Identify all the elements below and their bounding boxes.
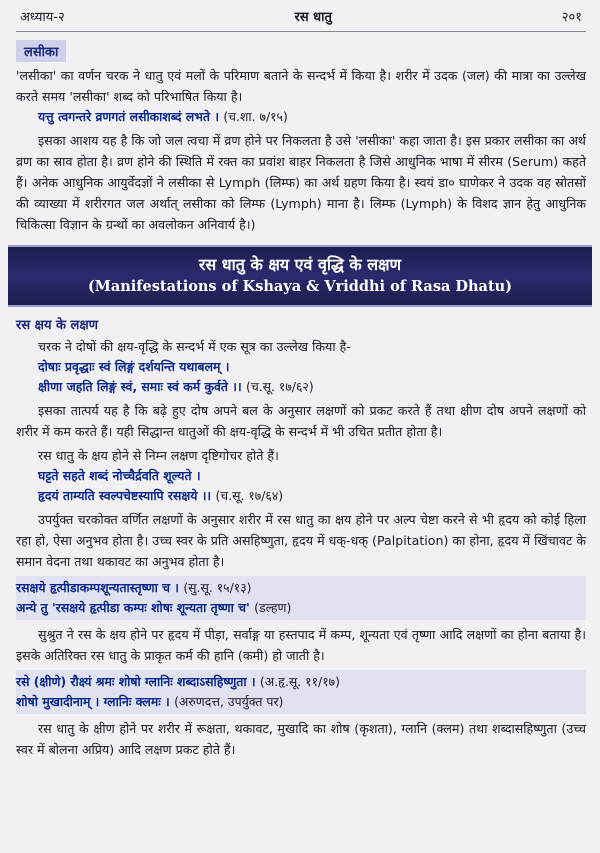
- verse-4: [16, 576, 586, 620]
- section-label-lasika: लसीका: [16, 40, 66, 62]
- running-head: [16, 0, 586, 32]
- paragraph-1: 'लसीका' का वर्णन चरक ने धातु एवं मलों के परिमाण बताने के सन्दर्भ में किया है। शरीर में उदक (जल) की मात्रा का उल्लेख करते समय 'लसीका' शब्द को परिभाषित किया है।: [16, 68, 586, 104]
- verse-2-ref: (च.सू. १७/६२): [246, 379, 314, 394]
- paragraph-6: उपर्युक्त चरकोक्त वर्णित लक्षणों के अनुसार शरीर में रस धातु का क्षय होने पर अल्प चेष्टा करने से भी हृदय को कोई हिला रहा हो, ऐसा अनुभव होता है। उच्च स्वर के प्रति असहिष्णुता, हृदय में धक्-धक् (Palpitation) का होना, हृदय में खिंचावट के समान वेदना तथा थकावट का अनुभव होता है।: [16, 512, 586, 569]
- verse-4-ref-2: (डल्हण): [254, 600, 292, 615]
- subheading-rasa-kshaya: रस क्षय के लक्षण: [16, 318, 99, 333]
- paragraph-5: रस धातु के क्षय होने से निम्न लक्षण दृष्टिगोचर होते हैं।: [38, 448, 279, 463]
- paragraph-2: इसका आशय यह है कि जो जल त्वचा में व्रण होने पर निकलता है उसे 'लसीका' कहा जाता है। इस प्रकार लसीका का अर्थ व्रण का स्राव होता है। व्रण होने की स्थिति में रक्त का प्रवांश बाहर निकलता है जिसे आधुनिक भाषा में सीरम (Serum) कहते हैं। अनेक आधुनिक आयुर्वेदज्ञों ने लसीका से Lymph (लिम्फ) का अर्थ ग्रहण किया है। स्वयं डा० घाणेकर ने उदक वह स्रोतसों की व्याख्या में शरीरगत जल अर्थात् लसीका को लिम्फ (Lymph) माना है। लिम्फ (Lymph) के विशद ज्ञान हेतु आधुनिक चिकित्सा विज्ञान के ग्रन्थों का अवलोकन अनिवार्य है।): [16, 133, 586, 232]
- verse-5: [16, 670, 586, 714]
- verse-5-ref-2: (अरुणदत्त, उपर्युक्त पर): [174, 694, 284, 709]
- verse-1-text: यत्तु त्वगन्तरे व्रणगतं लसीकाशब्दं लभते ।: [38, 109, 220, 124]
- banner-title-hindi: रस धातु के क्षय एवं वृद्धि के लक्षण: [198, 255, 402, 274]
- verse-5-line-2: शोषो मुखादीनाम् । ग्लानिः क्लमः ।: [16, 694, 170, 709]
- verse-2-line-1: दोषाः प्रवृद्धाः स्वं लिङ्गं दर्शयन्ति यथाबलम् ।: [38, 359, 230, 374]
- verse-3: [16, 466, 586, 506]
- chapter-label: अध्याय-२: [20, 9, 65, 25]
- verse-5-line-1: रसे (क्षीणे) रौक्ष्यं श्रमः शोषो ग्लानिः शब्दाऽसहिष्णुता ।: [16, 674, 256, 689]
- verse-3-line-1: घट्टते सहते शब्दं नोच्चैर्द्रवति शूल्यते ।: [38, 468, 201, 483]
- paragraph-4: इसका तात्पर्य यह है कि बढ़े हुए दोष अपने बल के अनुसार लक्षणों को प्रकट करते हैं तथा क्षीण दोष अपने लक्षणों को शरीर में कम करते हैं। यही सिद्धान्त धातुओं की क्षय-वृद्धि के सन्दर्भ में भी उचित प्रतीत होता है।: [16, 403, 586, 439]
- paragraph-3: चरक ने दोषों की क्षय-वृद्धि के सन्दर्भ में एक सूत्र का उल्लेख किया है-: [38, 339, 351, 354]
- verse-5-ref-1: (अ.हृ.सू. ११/१७): [259, 674, 340, 689]
- paragraph-8: रस धातु के क्षीण होने पर शरीर में रूक्षता, थकावट, मुखादि का शोष (कृशता), ग्लानि (क्लम) तथा शब्दासहिष्णुता (उच्च स्वर में बोलना अप्रिय) आदि लक्षण प्रकट होते हैं।: [16, 721, 586, 757]
- verse-3-line-2: हृदयं ताम्यति स्वल्पचेष्टस्यापि रसक्षये ।।: [38, 488, 212, 503]
- verse-2: [16, 357, 586, 397]
- verse-1: [16, 107, 586, 127]
- section-banner: [8, 245, 592, 307]
- running-title: रस धातु: [294, 9, 332, 25]
- verse-3-ref: (च.सू. १७/६४): [215, 488, 284, 503]
- banner-title-english: (Manifestations of Kshaya & Vriddhi of Rasa Dhatu): [87, 278, 513, 295]
- verse-4-line-2: अन्ये तु 'रसक्षये हृत्पीडा कम्पः शोषः शून्यता तृष्णा च': [16, 600, 250, 615]
- verse-1-ref: (च.शा. ७/१५): [223, 109, 288, 124]
- paragraph-7: सुश्रुत ने रस के क्षय होने पर हृदय में पीड़ा, सर्वाङ्ग या हस्तपाद में कम्प, शून्यता एवं तृष्णा आदि लक्षणों का होना बताया है। इसके अतिरिक्त रस धातु के प्राकृत कर्म की हानि (कमी) हो जाती है।: [16, 627, 586, 663]
- page-number: २०१: [561, 9, 582, 25]
- verse-2-line-2: क्षीणा जहति लिङ्गं स्वं, समाः स्वं कर्म कुर्वते ।।: [38, 379, 242, 394]
- verse-4-line-1: रसक्षये हृत्पीडाकम्पशून्यतास्तृष्णा च ।: [16, 580, 179, 595]
- verse-4-ref-1: (सु.सू. १५/१३): [183, 580, 252, 595]
